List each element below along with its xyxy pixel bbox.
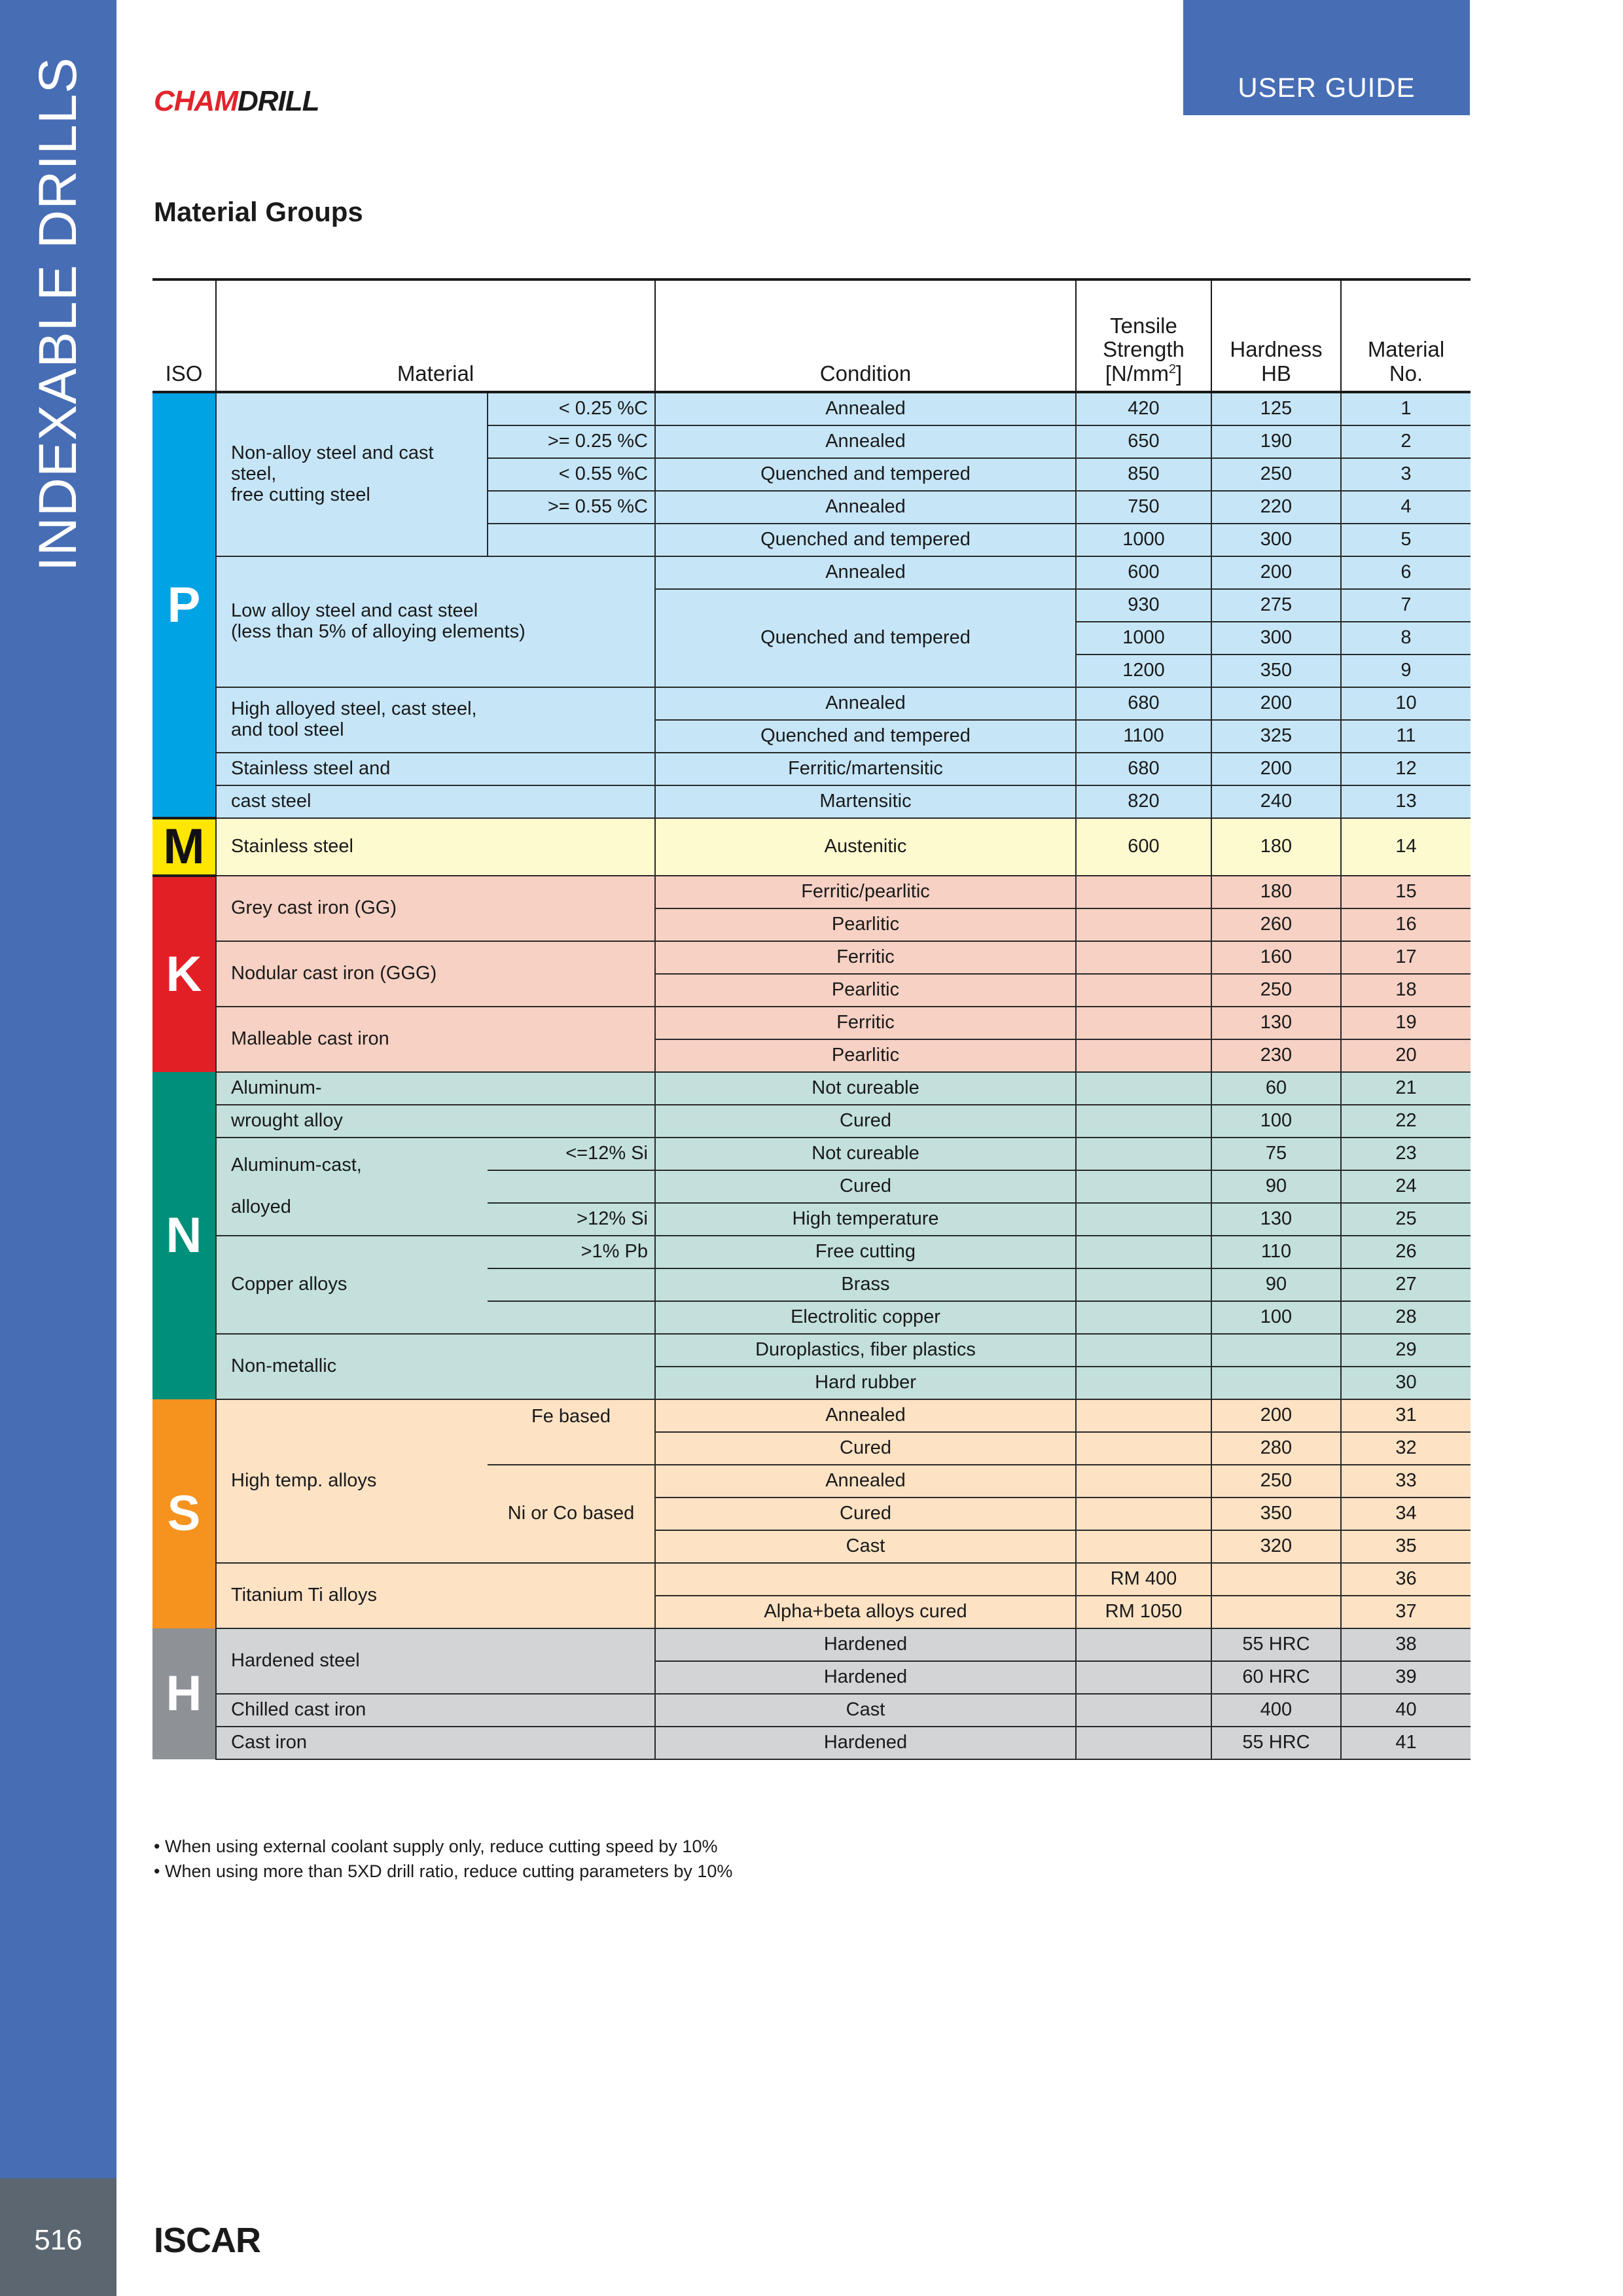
- condition-cell: Austenitic: [655, 818, 1076, 876]
- hardness-cell: 55 HRC: [1211, 1628, 1341, 1661]
- tensile-cell: 680: [1076, 753, 1211, 785]
- material-cell: Low alloy steel and cast steel (less than 5% of alloying elements): [216, 556, 655, 687]
- condition-cell: Hard rubber: [655, 1367, 1076, 1399]
- condition-cell: Ferritic/martensitic: [655, 753, 1076, 785]
- iso-badge-p: P: [152, 392, 216, 818]
- material-no-cell: 24: [1341, 1170, 1471, 1203]
- condition-cell: Pearlitic: [655, 974, 1076, 1007]
- tensile-cell: 930: [1076, 589, 1211, 622]
- hardness-cell: 100: [1211, 1301, 1341, 1334]
- tensile-cell: RM 400: [1076, 1563, 1211, 1596]
- material-no-cell: 26: [1341, 1236, 1471, 1268]
- footnote-coolant: • When using external coolant supply only, reduce cutting speed by 10%: [154, 1837, 718, 1856]
- hardness-cell: 325: [1211, 720, 1341, 753]
- hardness-cell: 300: [1211, 622, 1341, 655]
- header-hardness-line1: Hardness: [1230, 337, 1323, 362]
- material-no-cell: 41: [1341, 1727, 1471, 1759]
- condition-cell: Annealed: [655, 425, 1076, 458]
- tensile-cell: 600: [1076, 556, 1211, 589]
- material-no-cell: 21: [1341, 1072, 1471, 1105]
- material-no-cell: 19: [1341, 1007, 1471, 1039]
- material-no-cell: 27: [1341, 1268, 1471, 1301]
- tensile-cell: [1076, 1661, 1211, 1694]
- condition-cell: Martensitic: [655, 785, 1076, 818]
- hardness-cell: 90: [1211, 1170, 1341, 1203]
- tensile-cell: [1076, 1399, 1211, 1432]
- hardness-cell: 55 HRC: [1211, 1727, 1341, 1759]
- material-no-cell: 37: [1341, 1596, 1471, 1628]
- footnote-drill-ratio: • When using more than 5XD drill ratio, reduce cutting parameters by 10%: [154, 1861, 733, 1881]
- hardness-cell: 110: [1211, 1236, 1341, 1268]
- header-material: Material: [216, 279, 655, 392]
- table-row: [152, 785, 1471, 818]
- tensile-cell: [1076, 1694, 1211, 1727]
- material-no-cell: 39: [1341, 1661, 1471, 1694]
- material-no-cell: 30: [1341, 1367, 1471, 1399]
- condition-cell: Cured: [655, 1498, 1076, 1530]
- hardness-cell: 180: [1211, 876, 1341, 908]
- iso-badge-k: K: [152, 876, 216, 1072]
- material-cell: Stainless steel and: [216, 753, 655, 785]
- condition-cell: Not cureable: [655, 1072, 1076, 1105]
- material-cell: Aluminum-cast, alloyed: [216, 1138, 488, 1236]
- tensile-cell: [1076, 1039, 1211, 1072]
- header-iso: ISO: [152, 279, 216, 392]
- iso-badge-s: S: [152, 1399, 216, 1628]
- material-cell: Cast iron: [216, 1727, 655, 1759]
- header-hardness-line2: HB: [1261, 361, 1291, 386]
- material-no-cell: 17: [1341, 941, 1471, 974]
- condition-cell: Annealed: [655, 1465, 1076, 1498]
- material-cell: Stainless steel: [216, 818, 655, 876]
- hardness-cell: 300: [1211, 524, 1341, 556]
- material-no-cell: 9: [1341, 655, 1471, 687]
- material-no-cell: 32: [1341, 1432, 1471, 1465]
- material-no-cell: 2: [1341, 425, 1471, 458]
- material-no-cell: 11: [1341, 720, 1471, 753]
- table-row: [152, 818, 1471, 876]
- condition-cell: Alpha+beta alloys cured: [655, 1596, 1076, 1628]
- table-row: [152, 1138, 1471, 1170]
- table-row: [152, 1727, 1471, 1759]
- table-row: [152, 753, 1471, 785]
- material-no-cell: 38: [1341, 1628, 1471, 1661]
- hardness-cell: 130: [1211, 1007, 1341, 1039]
- tensile-cell: [1076, 1105, 1211, 1138]
- condition-cell: Cast: [655, 1530, 1076, 1563]
- condition-cell: High temperature: [655, 1203, 1076, 1236]
- user-guide-tab: [1183, 0, 1470, 115]
- hardness-cell: 260: [1211, 908, 1341, 941]
- hardness-cell: 250: [1211, 974, 1341, 1007]
- header-matno-line1: Material: [1367, 337, 1445, 362]
- hardness-cell: [1211, 1367, 1341, 1399]
- tensile-cell: [1076, 1498, 1211, 1530]
- footnotes: [154, 1834, 732, 1884]
- hardness-cell: 200: [1211, 687, 1341, 720]
- condition-cell: Annealed: [655, 687, 1076, 720]
- material-no-cell: 10: [1341, 687, 1471, 720]
- hardness-cell: 240: [1211, 785, 1341, 818]
- hardness-cell: 280: [1211, 1432, 1341, 1465]
- material-cell: Hardened steel: [216, 1628, 655, 1694]
- hardness-cell: 90: [1211, 1268, 1341, 1301]
- condition-cell: Annealed: [655, 491, 1076, 524]
- tensile-cell: [1076, 1170, 1211, 1203]
- condition-cell: Ferritic: [655, 1007, 1076, 1039]
- material-no-cell: 3: [1341, 458, 1471, 491]
- sub-condition: Fe based: [488, 1399, 655, 1465]
- tensile-cell: 750: [1076, 491, 1211, 524]
- tensile-cell: [1076, 1727, 1211, 1759]
- material-no-cell: 25: [1341, 1203, 1471, 1236]
- hardness-cell: 350: [1211, 655, 1341, 687]
- condition-cell: Quenched and tempered: [655, 524, 1076, 556]
- header-tensile-close: ]: [1176, 361, 1183, 386]
- material-cell: Chilled cast iron: [216, 1694, 655, 1727]
- condition-cell: Cured: [655, 1105, 1076, 1138]
- iso-badge-m: M: [152, 818, 216, 876]
- tensile-cell: 600: [1076, 818, 1211, 876]
- condition-cell: Pearlitic: [655, 908, 1076, 941]
- material-cell: High alloyed steel, cast steel, and tool steel: [216, 687, 655, 753]
- hardness-cell: 130: [1211, 1203, 1341, 1236]
- condition-cell: Hardened: [655, 1628, 1076, 1661]
- material-no-cell: 1: [1341, 392, 1471, 425]
- iscar-logo: ISCAR: [154, 2221, 261, 2260]
- hardness-cell: 125: [1211, 392, 1341, 425]
- material-cell: Malleable cast iron: [216, 1007, 655, 1072]
- condition-cell: Brass: [655, 1268, 1076, 1301]
- sub-condition: Ni or Co based: [488, 1465, 655, 1563]
- tensile-cell: [1076, 1236, 1211, 1268]
- hardness-cell: 60: [1211, 1072, 1341, 1105]
- condition-cell: Ferritic/pearlitic: [655, 876, 1076, 908]
- tensile-cell: [1076, 1138, 1211, 1170]
- material-no-cell: 7: [1341, 589, 1471, 622]
- table-row: [152, 1072, 1471, 1105]
- tensile-cell: [1076, 1432, 1211, 1465]
- material-no-cell: 29: [1341, 1334, 1471, 1367]
- condition-cell: Electrolitic copper: [655, 1301, 1076, 1334]
- hardness-cell: 180: [1211, 818, 1341, 876]
- tensile-cell: RM 1050: [1076, 1596, 1211, 1628]
- tensile-cell: [1076, 1301, 1211, 1334]
- tensile-cell: [1076, 974, 1211, 1007]
- material-cell: cast steel: [216, 785, 655, 818]
- material-cell: High temp. alloys: [216, 1399, 488, 1563]
- tensile-cell: 680: [1076, 687, 1211, 720]
- hardness-cell: 160: [1211, 941, 1341, 974]
- table-row: [152, 1694, 1471, 1727]
- sub-condition: < 0.55 %C: [488, 458, 655, 491]
- material-no-cell: 22: [1341, 1105, 1471, 1138]
- material-no-cell: 36: [1341, 1563, 1471, 1596]
- tensile-cell: 1100: [1076, 720, 1211, 753]
- tensile-cell: [1076, 1268, 1211, 1301]
- table-row: [152, 687, 1471, 720]
- condition-cell: Ferritic: [655, 941, 1076, 974]
- hardness-cell: 200: [1211, 556, 1341, 589]
- tensile-cell: [1076, 1367, 1211, 1399]
- tensile-cell: [1076, 1465, 1211, 1498]
- material-no-cell: 35: [1341, 1530, 1471, 1563]
- hardness-cell: [1211, 1596, 1341, 1628]
- hardness-cell: 275: [1211, 589, 1341, 622]
- tensile-cell: 650: [1076, 425, 1211, 458]
- material-cell: Non-metallic: [216, 1334, 655, 1399]
- condition-cell: Cured: [655, 1432, 1076, 1465]
- header-tensile: [1076, 279, 1211, 392]
- tensile-cell: 420: [1076, 392, 1211, 425]
- hardness-cell: 200: [1211, 753, 1341, 785]
- hardness-cell: 230: [1211, 1039, 1341, 1072]
- tensile-cell: [1076, 908, 1211, 941]
- hardness-cell: 190: [1211, 425, 1341, 458]
- hardness-cell: [1211, 1334, 1341, 1367]
- material-cell: Non-alloy steel and cast steel, free cutting steel: [216, 392, 488, 556]
- table-row: [152, 1007, 1471, 1039]
- table-row: [152, 1563, 1471, 1596]
- material-no-cell: 16: [1341, 908, 1471, 941]
- material-no-cell: 34: [1341, 1498, 1471, 1530]
- sub-condition: [488, 1170, 655, 1203]
- material-no-cell: 15: [1341, 876, 1471, 908]
- sub-condition: [488, 1301, 655, 1334]
- tensile-cell: [1076, 941, 1211, 974]
- sub-condition: >1% Pb: [488, 1236, 655, 1268]
- sub-condition: >= 0.25 %C: [488, 425, 655, 458]
- condition-cell: Free cutting: [655, 1236, 1076, 1268]
- page-title: Material Groups: [154, 196, 363, 227]
- material-cell: Aluminum-: [216, 1072, 655, 1105]
- hardness-cell: 60 HRC: [1211, 1661, 1341, 1694]
- sub-condition: <=12% Si: [488, 1138, 655, 1170]
- tensile-cell: [1076, 1628, 1211, 1661]
- tensile-cell: 1200: [1076, 655, 1211, 687]
- tensile-cell: [1076, 1007, 1211, 1039]
- hardness-cell: 250: [1211, 1465, 1341, 1498]
- table-header-row: [152, 279, 1471, 392]
- condition-cell: Annealed: [655, 392, 1076, 425]
- sub-condition: >= 0.55 %C: [488, 491, 655, 524]
- material-cell: Titanium Ti alloys: [216, 1563, 655, 1628]
- table-row: [152, 941, 1471, 974]
- table-row: [152, 876, 1471, 908]
- tensile-cell: [1076, 876, 1211, 908]
- tensile-cell: [1076, 1530, 1211, 1563]
- hardness-cell: 400: [1211, 1694, 1341, 1727]
- tensile-cell: 850: [1076, 458, 1211, 491]
- user-guide-label: USER GUIDE: [1238, 72, 1416, 103]
- chamdrill-logo: [154, 85, 319, 118]
- condition-cell: Cured: [655, 1170, 1076, 1203]
- condition-cell: Hardened: [655, 1661, 1076, 1694]
- condition-cell: Pearlitic: [655, 1039, 1076, 1072]
- material-no-cell: 14: [1341, 818, 1471, 876]
- header-tensile-sup: 2: [1168, 361, 1176, 376]
- iso-badge-h: H: [152, 1628, 216, 1759]
- tensile-cell: [1076, 1334, 1211, 1367]
- hardness-cell: 200: [1211, 1399, 1341, 1432]
- table-row: [152, 1399, 1471, 1432]
- header-tensile-unit: [N/mm: [1105, 361, 1169, 386]
- condition-cell: Not cureable: [655, 1138, 1076, 1170]
- sub-condition: < 0.25 %C: [488, 392, 655, 425]
- iso-badge-n: N: [152, 1072, 216, 1399]
- condition-cell: Quenched and tempered: [655, 589, 1076, 687]
- tensile-cell: [1076, 1203, 1211, 1236]
- condition-cell: Cast: [655, 1694, 1076, 1727]
- hardness-cell: [1211, 1563, 1341, 1596]
- material-no-cell: 5: [1341, 524, 1471, 556]
- material-no-cell: 4: [1341, 491, 1471, 524]
- condition-cell: [655, 1563, 1076, 1596]
- tensile-cell: [1076, 1072, 1211, 1105]
- tensile-cell: 1000: [1076, 622, 1211, 655]
- page-number: 516: [34, 2224, 82, 2256]
- header-condition: Condition: [655, 279, 1076, 392]
- table-row: [152, 1628, 1471, 1661]
- material-no-cell: 31: [1341, 1399, 1471, 1432]
- condition-cell: Quenched and tempered: [655, 720, 1076, 753]
- condition-cell: Duroplastics, fiber plastics: [655, 1334, 1076, 1367]
- material-no-cell: 20: [1341, 1039, 1471, 1072]
- material-no-cell: 33: [1341, 1465, 1471, 1498]
- material-no-cell: 18: [1341, 974, 1471, 1007]
- section-title: INDEXABLE DRILLS: [28, 56, 88, 572]
- tensile-cell: 1000: [1076, 524, 1211, 556]
- condition-cell: Annealed: [655, 1399, 1076, 1432]
- material-cell: Copper alloys: [216, 1236, 488, 1334]
- logo-part-cham: CHAM: [154, 85, 238, 117]
- sub-condition: [488, 524, 655, 556]
- logo-part-drill: DRILL: [237, 85, 319, 117]
- condition-cell: Quenched and tempered: [655, 458, 1076, 491]
- table-row: [152, 392, 1471, 425]
- header-tensile-line2: Strength: [1103, 337, 1185, 362]
- hardness-cell: 100: [1211, 1105, 1341, 1138]
- hardness-cell: 250: [1211, 458, 1341, 491]
- sub-condition: >12% Si: [488, 1203, 655, 1236]
- material-groups-table: [152, 278, 1471, 1760]
- table-row: [152, 1236, 1471, 1268]
- hardness-cell: 220: [1211, 491, 1341, 524]
- hardness-cell: 75: [1211, 1138, 1341, 1170]
- header-hardness: [1211, 279, 1341, 392]
- header-material-no: [1341, 279, 1471, 392]
- header-matno-line2: No.: [1389, 361, 1423, 386]
- sub-condition: [488, 1268, 655, 1301]
- material-no-cell: 13: [1341, 785, 1471, 818]
- hardness-cell: 350: [1211, 1498, 1341, 1530]
- table-row: [152, 1334, 1471, 1367]
- sidebar: [0, 0, 116, 2178]
- material-no-cell: 28: [1341, 1301, 1471, 1334]
- material-cell: wrought alloy: [216, 1105, 655, 1138]
- material-no-cell: 6: [1341, 556, 1471, 589]
- table-row: [152, 556, 1471, 589]
- material-no-cell: 12: [1341, 753, 1471, 785]
- material-no-cell: 40: [1341, 1694, 1471, 1727]
- header-tensile-line1: Tensile: [1110, 314, 1177, 338]
- material-no-cell: 23: [1341, 1138, 1471, 1170]
- material-no-cell: 8: [1341, 622, 1471, 655]
- condition-cell: Hardened: [655, 1727, 1076, 1759]
- table-row: [152, 1105, 1471, 1138]
- material-cell: Nodular cast iron (GGG): [216, 941, 655, 1007]
- tensile-cell: 820: [1076, 785, 1211, 818]
- condition-cell: Annealed: [655, 556, 1076, 589]
- material-cell: Grey cast iron (GG): [216, 876, 655, 941]
- hardness-cell: 320: [1211, 1530, 1341, 1563]
